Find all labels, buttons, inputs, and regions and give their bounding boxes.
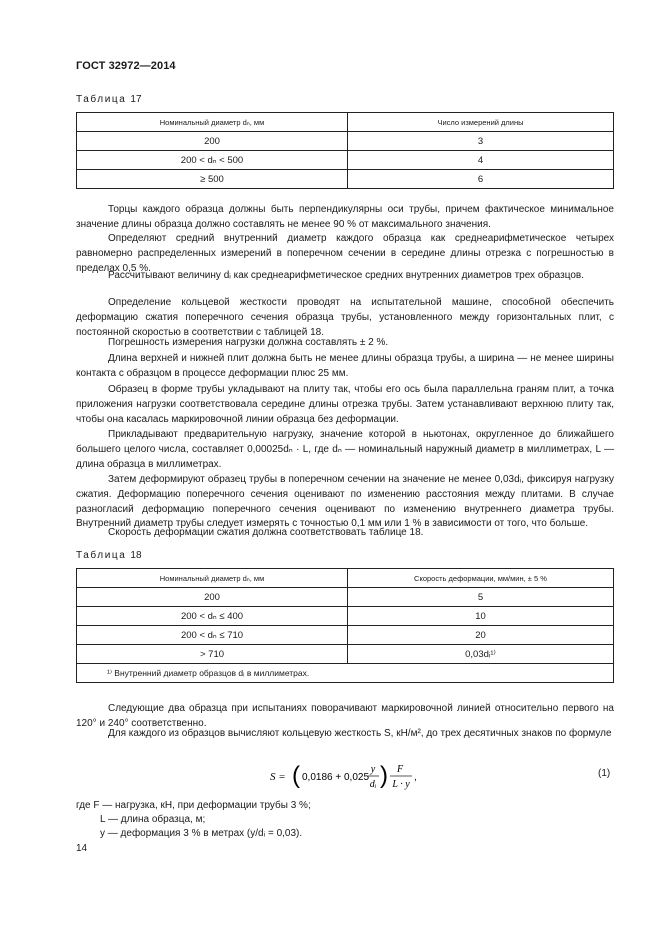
paragraph: Образец в форме трубы укладывают на плиту так, чтобы его ось была параллельна граням плит, а точка приложения нагрузки соответствовала середине длины отрезка трубы. Затем устанавливают верхнюю плиту так, чтобы она касалась маркировочной линии образца без деформации. <box>76 384 614 425</box>
table-header-row <box>77 569 614 588</box>
paragraph: Следующие два образца при испытаниях поворачивают маркировочной линией относительно первого на 120° и 240° соответственно. <box>76 703 614 729</box>
table-cell: 10 <box>348 607 614 626</box>
table-cell: 200 < dₙ ≤ 710 <box>77 626 348 645</box>
table-row <box>77 170 614 189</box>
table-cell: 200 <box>77 588 348 607</box>
table-17-caption: Таблица 17 <box>76 94 142 105</box>
table-header-cell: Номинальный диаметр dₙ, мм <box>77 113 348 132</box>
formula-number: (1) <box>598 768 611 779</box>
paragraph: Определение кольцевой жесткости проводят на испытательной машине, способной обеспечить деформацию сжатия поперечного сечения образца трубы, установленного между горизонтальных плит, с постоянной скоростью в соответствии с таблицей 18. <box>76 297 614 338</box>
table-18 <box>76 568 614 683</box>
paragraph: Длина верхней и нижней плит должна быть не менее длины образца трубы, а ширина — не менее ширины контакта с образцом в процессе деформации плюс 25 мм. <box>76 353 614 379</box>
paragraph: Затем деформируют образец трубы в поперечном сечении на значение не менее 0,03dᵢ, фиксируя нагрузку сжатия. Деформацию поперечного сечения оценивают по изменению расстояния между плитами. В случае разногласий деформацию поперечного сечения оценивают по изменению внутреннего диаметра трубы. Внутренний диаметр трубы следует измерять с точностью 0,1 мм или 1 % в зависимости от того, что больше. <box>76 474 614 530</box>
table-header-cell: Скорость деформации, мм/мин, ± 5 % <box>348 569 614 588</box>
formula-frac2-den: L · y <box>392 779 410 790</box>
document-title: ГОСТ 32972—2014 <box>76 60 176 72</box>
table-header-cell: Номинальный диаметр dₙ, мм <box>77 569 348 588</box>
table-18-caption: Таблица 18 <box>76 550 142 561</box>
paragraph: Рассчитывают величину dᵢ как среднеарифметическое средних внутренних диаметров трех образцов. <box>108 270 584 281</box>
table-cell: ≥ 500 <box>77 170 348 189</box>
table-row <box>77 626 614 645</box>
formula-frac1-den: dᵢ <box>369 779 377 790</box>
table-cell: > 710 <box>77 645 348 664</box>
where-line: L — длина образца, м; <box>100 814 206 825</box>
paragraph: Погрешность измерения нагрузки должна составлять ± 2 %. <box>108 337 389 348</box>
table-row <box>77 607 614 626</box>
table-row <box>77 645 614 664</box>
formula <box>270 758 450 794</box>
table-header-cell: Число измерений длины <box>348 113 614 132</box>
where-line: где F — нагрузка, кН, при деформации трубы 3 %; <box>76 800 311 811</box>
table-footnote: ¹⁾ Внутренний диаметр образцов dᵢ в миллиметрах. <box>77 664 614 683</box>
formula-paren-open: ( <box>292 762 300 789</box>
formula-lhs: S = <box>270 771 286 783</box>
formula-frac2-num: F <box>396 764 404 775</box>
table-row <box>77 132 614 151</box>
table-row <box>77 588 614 607</box>
table-footnote-row <box>77 664 614 683</box>
paragraph: Определяют средний внутренний диаметр каждого образца как среднеарифметическое четырех равномерно распределенных измерений в поперечном сечении в середине длины отрезка с погрешностью в пределах 0,5 %. <box>76 233 614 274</box>
formula-constant: 0,0186 + 0,025 <box>302 772 370 783</box>
table-cell: 0,03dᵢ¹⁾ <box>348 645 614 664</box>
table-cell: 6 <box>348 170 614 189</box>
table-17 <box>76 112 614 189</box>
table-cell: 3 <box>348 132 614 151</box>
table-cell: 200 <box>77 132 348 151</box>
formula-comma: , <box>414 772 417 783</box>
table-cell: 200 < dₙ ≤ 400 <box>77 607 348 626</box>
page-number: 14 <box>76 843 88 854</box>
formula-frac1-num: y <box>370 764 376 775</box>
table-row <box>77 151 614 170</box>
paragraph: Для каждого из образцов вычисляют кольцевую жесткость S, кН/м², до трех десятичных знаков по формуле <box>108 728 612 739</box>
table-cell: 5 <box>348 588 614 607</box>
where-line: y — деформация 3 % в метрах (y/dᵢ = 0,03). <box>100 828 303 839</box>
table-cell: 20 <box>348 626 614 645</box>
paragraph: Прикладывают предварительную нагрузку, значение которой в ньютонах, округленное до ближайшего большего целого числа, составляет 0,00025dₙ · L, где dₙ — номинальный наружный диаметр в миллиметрах, L — длина образца в миллиметрах. <box>76 429 614 470</box>
paragraph: Скорость деформации сжатия должна соответствовать таблице 18. <box>108 527 424 538</box>
table-header-row <box>77 113 614 132</box>
table-cell: 4 <box>348 151 614 170</box>
formula-paren-close: ) <box>380 762 388 789</box>
paragraph: Торцы каждого образца должны быть перпендикулярны оси трубы, причем фактическое минимальное значение длины образца должно составлять не менее 90 % от максимального значения. <box>76 204 614 230</box>
table-cell: 200 < dₙ < 500 <box>77 151 348 170</box>
